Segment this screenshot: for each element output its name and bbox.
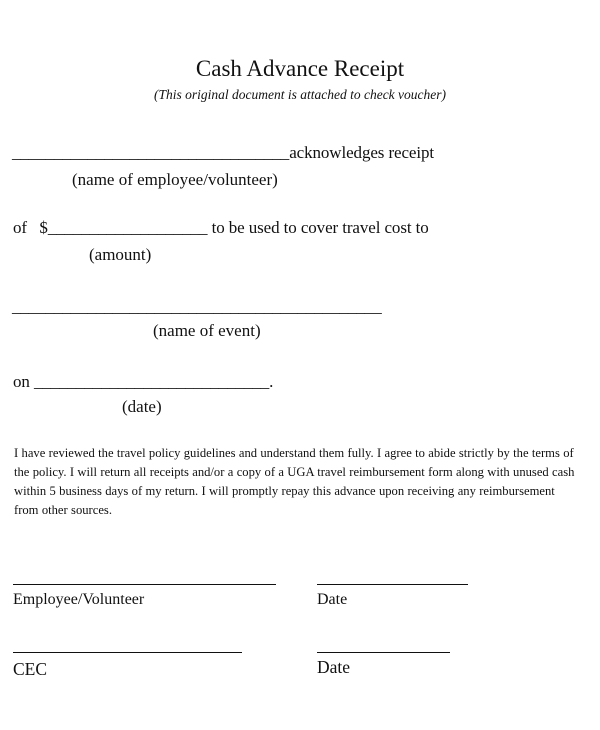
amount-prefix: of $ (13, 218, 48, 237)
amount-caption: (amount) (89, 245, 152, 264)
date-prefix: on (13, 372, 30, 391)
agreement-line: within 5 business days of my return. I will promptly repay this advance upon receiving any reimbursement (14, 484, 555, 498)
employee-date-line[interactable] (317, 584, 468, 585)
date-row (13, 372, 273, 392)
date-caption: (date) (122, 397, 162, 416)
amount-blank[interactable]: ___________________ (47, 218, 208, 237)
travel-cost-text: to be used to cover travel cost to (207, 218, 429, 237)
agreement-line: I have reviewed the travel policy guidelines and understand them fully. I agree to abide strictly by the terms of (14, 446, 574, 460)
document-title: Cash Advance Receipt (195, 56, 405, 81)
cec-signature-label: CEC (13, 659, 48, 679)
acknowledges-receipt-text: acknowledges receipt (289, 143, 434, 162)
cec-date-line[interactable] (317, 652, 450, 653)
date-blank[interactable]: ____________________________ (33, 372, 270, 391)
employee-signature-line[interactable] (13, 584, 276, 585)
cec-signature-line[interactable] (13, 652, 242, 653)
employee-signature-label: Employee/Volunteer (13, 591, 145, 608)
date-period: . (269, 372, 274, 391)
cec-date-label: Date (317, 657, 351, 677)
agreement-line: the policy. I will return all receipts and/or a copy of a UGA travel reimbursement form along with unused cash (14, 465, 575, 479)
amount-row (13, 218, 429, 238)
document-subtitle: (This original document is attached to check voucher) (153, 87, 447, 102)
employee-name-caption: (name of employee/volunteer) (72, 170, 278, 189)
employee-name-blank[interactable]: _________________________________ (12, 143, 290, 162)
employee-date-label: Date (317, 591, 348, 608)
employee-name-row (12, 143, 434, 163)
agreement-paragraph (14, 444, 586, 520)
agreement-line: from other sources. (14, 503, 112, 517)
event-name-caption: (name of event) (153, 321, 261, 340)
event-name-blank[interactable]: ____________________________________________ (12, 297, 382, 316)
